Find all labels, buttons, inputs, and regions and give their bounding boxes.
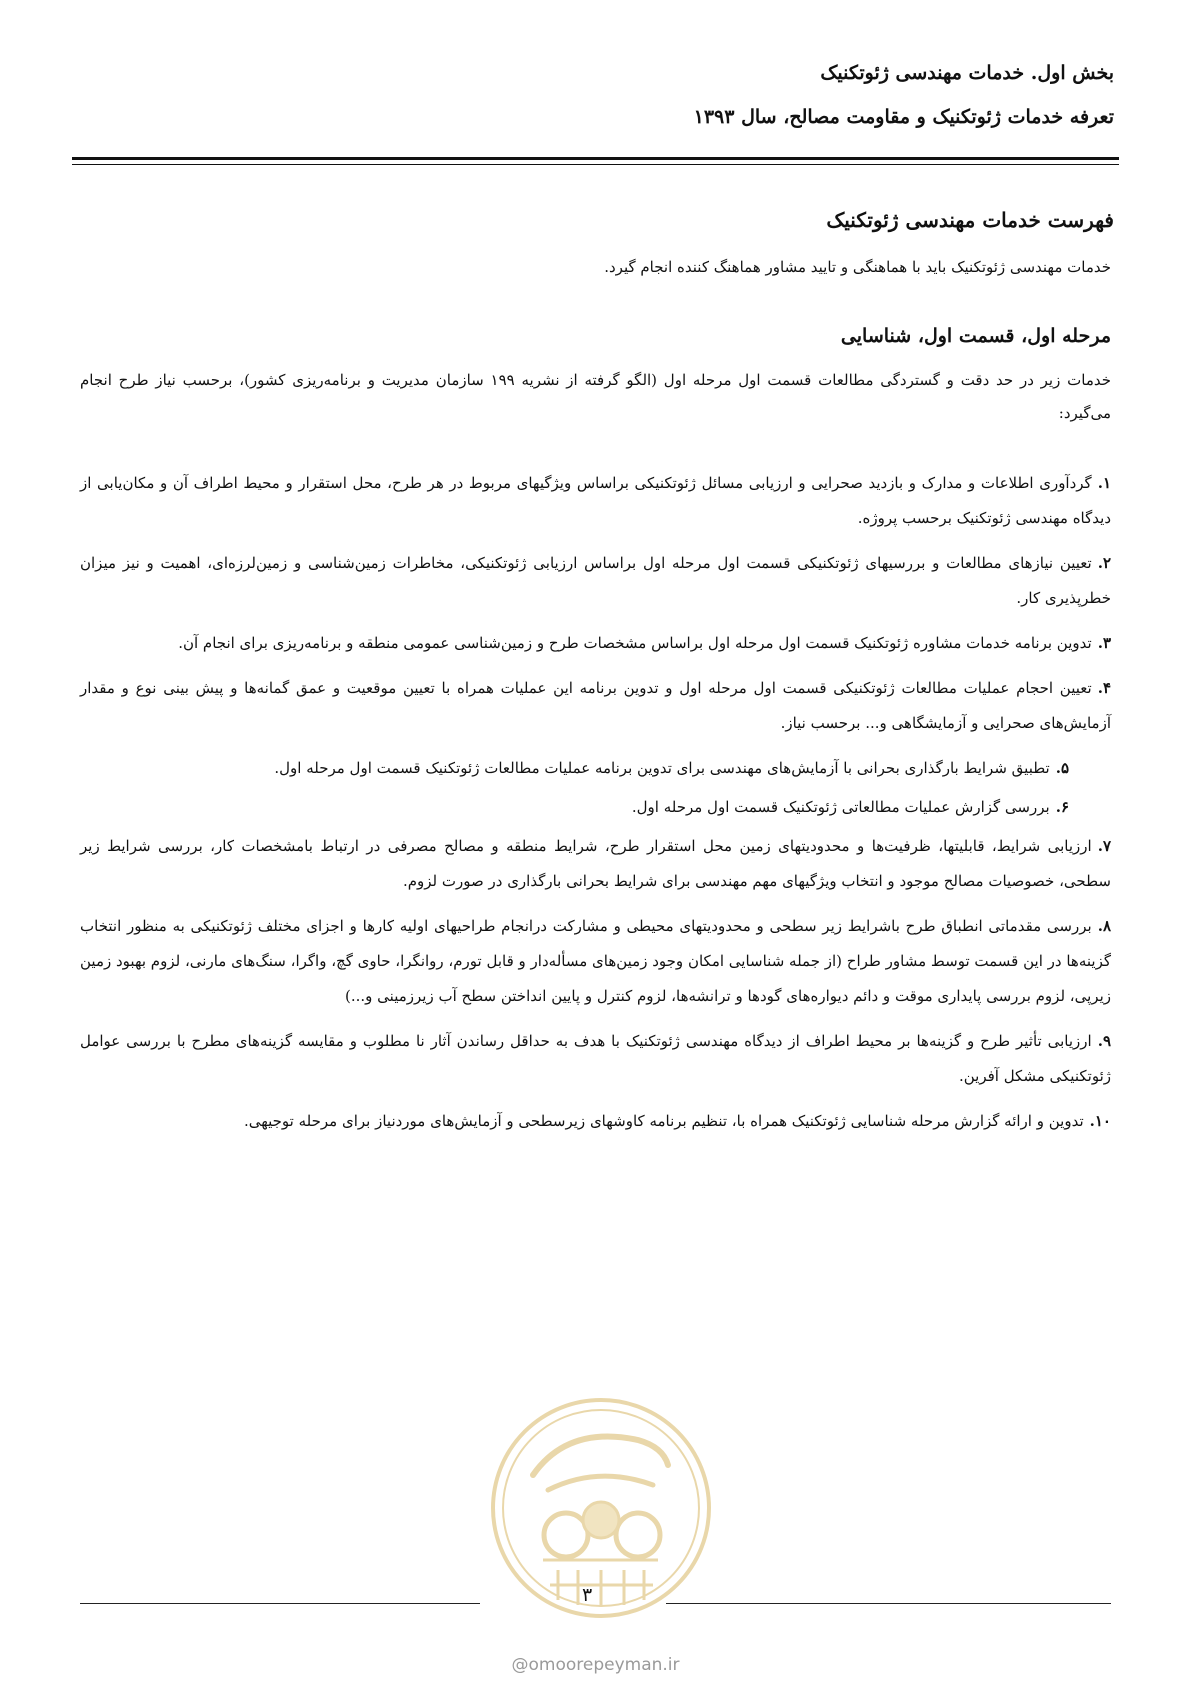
item-number: ۵.: [1055, 759, 1069, 777]
footer-divider-left: [80, 1603, 480, 1604]
running-header-title: تعرفه خدمات ژئوتکنیک و مقاومت مصالح، سال ۱۳۹۳: [693, 106, 1114, 128]
list-item: [80, 546, 1111, 616]
page-number: ۳: [582, 1584, 593, 1606]
item-number: ۶.: [1055, 798, 1069, 816]
running-header-part: بخش اول. خدمات مهندسی ژئوتکنیک: [820, 62, 1114, 84]
service-list: [80, 466, 1111, 1149]
list-item: [80, 1104, 1111, 1139]
list-item: [80, 909, 1111, 1014]
list-item: [80, 751, 1111, 786]
footer-divider-right: [666, 1603, 1111, 1604]
item-text: تدوین برنامه خدمات مشاوره ژئوتکنیک قسمت اول مرحله اول براساس مشخصات طرح و زمین‌شناسی عمومی منطقه و برنامه‌ریزی برای انجام آن.: [178, 634, 1092, 652]
header-divider-thin: [72, 164, 1119, 165]
item-text: تطبیق شرایط بارگذاری بحرانی با آزمایش‌های مهندسی برای تدوین برنامه عملیات مطالعات ژئوتکنیک قسمت اول مرحله اول.: [274, 759, 1050, 777]
item-number: ۱۰.: [1089, 1112, 1111, 1130]
list-item: [80, 466, 1111, 536]
stage-title: مرحله اول، قسمت اول، شناسایی: [840, 325, 1111, 347]
list-item: [80, 1024, 1111, 1094]
item-text: گردآوری اطلاعات و مدارک و بازدید صحرایی و ارزیابی مسائل ژئوتکنیکی براساس ویژگیهای مربوط در هر طرح، محل استقرار و محیط اطراف آن و مکان‌یابی از دیدگاه مهندسی ژئوتکنیک برحسب پروژه.: [80, 474, 1111, 527]
item-text: بررسی مقدماتی انطباق طرح باشرایط زیر سطحی و محدودیتهای محیطی و مشارکت درانجام طراحیهای اولیه کارها و اجزای مختلف ژئوتکنیکی به منظور انتخاب گزینه‌ها در این قسمت توسط مشاور طراح (از جمله شناسایی امکان وجود زمین‌های مسأله‌دار و قابل تورم، روانگرا، حاوی گچ، واگرا، سنگ‌های مارنی، لزوم بهبود زمین زیرپی، لزوم بررسی پایداری موقت و دائم دیواره‌های گودها و ترانشه‌ها، لزوم کنترل و پایین انداختن سطح آب زیرزمینی و...): [80, 917, 1111, 1005]
list-item: [80, 626, 1111, 661]
item-text: تدوین و ارائه گزارش مرحله شناسایی ژئوتکنیک همراه با، تنظیم برنامه کاوشهای زیرسطحی و آزمایش‌های موردنیاز برای مرحله توجیهی.: [243, 1112, 1084, 1130]
item-number: ۲.: [1097, 554, 1111, 572]
item-number: ۱.: [1097, 474, 1111, 492]
item-text: تعیین احجام عملیات مطالعات ژئوتکنیکی قسمت اول مرحله اول و تدوین برنامه این عملیات همراه با تعیین موقعیت و عمق گمانه‌ها و پیش بینی نوع و مقدار آزمایش‌های صحرایی و آزمایشگاهی و... برحسب نیاز.: [80, 679, 1111, 732]
item-number: ۸.: [1097, 917, 1111, 935]
header-divider-thick: [72, 157, 1119, 160]
item-number: ۹.: [1097, 1032, 1111, 1050]
section-subtitle: خدمات مهندسی ژئوتکنیک باید با هماهنگی و تایید مشاور هماهنگ کننده انجام گیرد.: [604, 258, 1111, 276]
section-title: فهرست خدمات مهندسی ژئوتکنیک: [826, 208, 1114, 232]
seal-logo-icon: [488, 1395, 714, 1621]
website-watermark: @omoorepeyman.ir: [511, 1655, 680, 1675]
item-number: ۳.: [1097, 634, 1111, 652]
list-item: [80, 829, 1111, 899]
item-text: بررسی گزارش عملیات مطالعاتی ژئوتکنیک قسمت اول مرحله اول.: [631, 798, 1050, 816]
item-text: ارزیابی تأثیر طرح و گزینه‌ها بر محیط اطراف از دیدگاه مهندسی ژئوتکنیک با هدف به حداقل رساندن آثار نا مطلوب و مقایسه گزینه‌های مطرح با بررسی عوامل ژئوتکنیکی مشکل آفرین.: [80, 1032, 1111, 1085]
item-text: تعیین نیازهای مطالعات و بررسیهای ژئوتکنیکی قسمت اول مرحله اول براساس ارزیابی ژئوتکنیکی، مخاطرات زمین‌شناسی و زمین‌لرزه‌ای، اهمیت و نیز میزان خطرپذیری کار.: [80, 554, 1111, 607]
stage-intro: خدمات زیر در حد دقت و گستردگی مطالعات قسمت اول مرحله اول (الگو گرفته از نشریه ۱۹۹ سازمان مدیریت و برنامه‌ریزی کشور)، برحسب نیاز طرح انجام می‌گیرد:: [80, 371, 1111, 422]
item-text: ارزیابی شرایط، قابلیتها، ظرفیت‌ها و محدودیتهای زمین محل استقرار طرح، شرایط منطقه و مصالح مصرفی در ارتباط بامشخصات کار، بررسی شرایط زیر سطحی، خصوصیات مصالح موجود و انتخاب ویژگیهای مهم مهندسی برای شرایط بحرانی بارگذاری در صورت لزوم.: [80, 837, 1111, 890]
list-item: [80, 790, 1111, 825]
item-number: ۷.: [1097, 837, 1111, 855]
list-item: [80, 671, 1111, 741]
item-number: ۴.: [1097, 679, 1111, 697]
